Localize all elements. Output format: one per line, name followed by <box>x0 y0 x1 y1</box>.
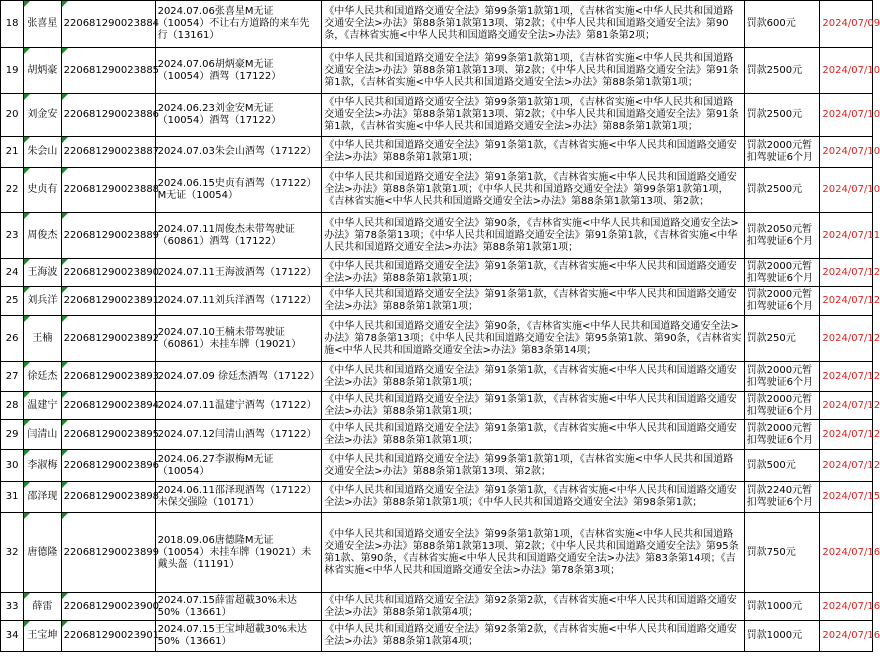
person-name-cell: 刘金安 <box>24 94 61 137</box>
legal-basis-cell: 《中华人民共和国道路交通安全法》第99条第1款第1项，《吉林省实施<中华人民共和国道路交通安全法>办法》第88条第1款第13项、第2款；《中华人民共和国道路交通安全法》第90条，《吉林省实施<中华人民共和国道路交通安全法>办法》第81条第2项； <box>322 1 744 48</box>
table-row <box>1 287 873 316</box>
penalty-cell: 罚款1000元 <box>744 621 820 652</box>
row-number-cell: 25 <box>1 287 24 316</box>
person-name-cell: 唐德隆 <box>24 513 61 593</box>
person-name-cell: 王宝坤 <box>24 621 61 652</box>
person-name-cell: 刘兵洋 <box>24 287 61 316</box>
legal-basis-cell: 《中华人民共和国道路交通安全法》第99条第1款第1项，《吉林省实施<中华人民共和国道路交通安全法>办法》第88条第1款第13项、第2款；《中华人民共和国道路交通安全法》第91条第1款，《吉林省实施<中华人民共和国道路交通安全法>办法》第88条第1款第1项； <box>322 94 744 137</box>
legal-basis-cell: 《中华人民共和国道路交通安全法》第91条第1款，《吉林省实施<中华人民共和国道路交通安全法>办法》第88条第1款第1项； <box>322 362 744 392</box>
decision-date-cell: 2024/07/12 <box>820 316 873 362</box>
violation-fact-cell: 2024.07.11王海波酒驾（17122） <box>155 259 322 287</box>
legal-basis-cell: 《中华人民共和国道路交通安全法》第91条第1款，《吉林省实施<中华人民共和国道路交通安全法>办法》第88条第1款第1项； <box>322 392 744 420</box>
table-row <box>1 137 873 168</box>
violation-fact-cell: 2024.07.11温建宁酒驾（17122） <box>155 392 322 420</box>
legal-basis-cell: 《中华人民共和国道路交通安全法》第91条第1款，《吉林省实施<中华人民共和国道路交通安全法>办法》第88条第1款第1项；《中华人民共和国道路交通安全法》第98条第1款； <box>322 482 744 513</box>
penalty-cell: 罚款2000元暂扣驾驶证6个月 <box>744 137 820 168</box>
decision-date-cell: 2024/07/16 <box>820 593 873 621</box>
legal-basis-cell: 《中华人民共和国道路交通安全法》第92条第2款，《吉林省实施<中华人民共和国道路交通安全法>办法》第88条第1款第4项； <box>322 621 744 652</box>
legal-basis-cell: 《中华人民共和国道路交通安全法》第99条第1款第1项，《吉林省实施<中华人民共和国道路交通安全法>办法》第88条第1款第13项、第2款；《中华人民共和国道路交通安全法》第91条第1款，《吉林省实施<中华人民共和国道路交通安全法>办法》第88条第1款第1项； <box>322 48 744 94</box>
penalty-cell: 罚款2050元暂扣驾驶证6个月 <box>744 213 820 259</box>
case-number-cell: 220681290023893 <box>61 362 155 392</box>
violation-fact-cell: 2024.07.11周俊杰未带驾驶证（60861）酒驾（17122） <box>155 213 322 259</box>
case-number-cell: 220681290023886 <box>61 94 155 137</box>
decision-date-cell: 2024/07/12 <box>820 450 873 482</box>
decision-date-cell: 2024/07/09 <box>820 1 873 48</box>
penalty-cell: 罚款2000元暂扣驾驶证6个月 <box>744 287 820 316</box>
decision-date-cell: 2024/07/10 <box>820 94 873 137</box>
case-number-cell: 220681290023892 <box>61 316 155 362</box>
row-number-cell: 23 <box>1 213 24 259</box>
case-number-cell: 220681290023885 <box>61 48 155 94</box>
violation-fact-cell: 2024.07.09 徐廷杰酒驾（17122） <box>155 362 322 392</box>
table-row <box>1 420 873 450</box>
row-number-cell: 26 <box>1 316 24 362</box>
row-number-cell: 32 <box>1 513 24 593</box>
decision-date-cell: 2024/07/12 <box>820 392 873 420</box>
person-name-cell: 徐廷杰 <box>24 362 61 392</box>
violation-fact-cell: 2024.06.11邵泽现酒驾（17122）未保交强险（10171） <box>155 482 322 513</box>
decision-date-cell: 2024/07/12 <box>820 259 873 287</box>
penalty-cell: 罚款1000元 <box>744 593 820 621</box>
case-number-cell: 220681290023890 <box>61 259 155 287</box>
table-row <box>1 362 873 392</box>
legal-basis-cell: 《中华人民共和国道路交通安全法》第91条第1款，《吉林省实施<中华人民共和国道路交通安全法>办法》第88条第1款第1项；《中华人民共和国道路交通安全法》第99条第1款第1项，《吉林省实施<中华人民共和国道路交通安全法>办法》第88条第1款第13项、第2款； <box>322 168 744 213</box>
table-row <box>1 48 873 94</box>
table-row <box>1 94 873 137</box>
legal-basis-cell: 《中华人民共和国道路交通安全法》第92条第2款，《吉林省实施<中华人民共和国道路交通安全法>办法》第88条第1款第4项； <box>322 593 744 621</box>
table-row <box>1 482 873 513</box>
violation-fact-cell: 2024.07.12闫清山酒驾（17122） <box>155 420 322 450</box>
decision-date-cell: 2024/07/16 <box>820 513 873 593</box>
table-row <box>1 513 873 593</box>
person-name-cell: 李淑梅 <box>24 450 61 482</box>
violation-fact-cell: 2024.07.06张喜星M无证（10054）不让右方道路的来车先行（13161） <box>155 1 322 48</box>
row-number-cell: 33 <box>1 593 24 621</box>
row-number-cell: 18 <box>1 1 24 48</box>
table-row <box>1 593 873 621</box>
person-name-cell: 朱会山 <box>24 137 61 168</box>
case-number-cell: 220681290023894 <box>61 392 155 420</box>
violation-fact-cell: 2018.09.06唐德隆M无证（10054）未挂车牌（19021）未戴头盔（11191） <box>155 513 322 593</box>
table-row <box>1 259 873 287</box>
case-number-cell: 220681290023899 <box>61 513 155 593</box>
person-name-cell: 周俊杰 <box>24 213 61 259</box>
case-number-cell: 220681290023896 <box>61 450 155 482</box>
table-row <box>1 168 873 213</box>
row-number-cell: 22 <box>1 168 24 213</box>
violation-fact-cell: 2024.07.06胡炳豪M无证（10054）酒驾（17122） <box>155 48 322 94</box>
penalty-cell: 罚款250元 <box>744 316 820 362</box>
row-number-cell: 28 <box>1 392 24 420</box>
case-number-cell: 220681290023891 <box>61 287 155 316</box>
violation-fact-cell: 2024.06.27李淑梅M无证（10054） <box>155 450 322 482</box>
person-name-cell: 邵泽现 <box>24 482 61 513</box>
case-number-cell: 220681290023900 <box>61 593 155 621</box>
person-name-cell: 闫清山 <box>24 420 61 450</box>
row-number-cell: 20 <box>1 94 24 137</box>
legal-basis-cell: 《中华人民共和国道路交通安全法》第99条第1款第1项，《吉林省实施<中华人民共和国道路交通安全法>办法》第88条第1款第13项、第2款； <box>322 450 744 482</box>
decision-date-cell: 2024/07/15 <box>820 482 873 513</box>
decision-date-cell: 2024/07/12 <box>820 420 873 450</box>
table-row <box>1 450 873 482</box>
violation-fact-cell: 2024.07.10王楠未带驾驶证（60861）未挂车牌（19021） <box>155 316 322 362</box>
case-number-cell: 220681290023888 <box>61 168 155 213</box>
table-row <box>1 316 873 362</box>
case-number-cell: 220681290023889 <box>61 213 155 259</box>
penalty-cell: 罚款750元 <box>744 513 820 593</box>
violation-fact-cell: 2024.07.15王宝坤超載30%未达50%（13661） <box>155 621 322 652</box>
table-row <box>1 621 873 652</box>
legal-basis-cell: 《中华人民共和国道路交通安全法》第91条第1款，《吉林省实施<中华人民共和国道路交通安全法>办法》第88条第1款第1项； <box>322 137 744 168</box>
legal-basis-cell: 《中华人民共和国道路交通安全法》第90条，《吉林省实施<中华人民共和国道路交通安全法>办法》第78条第13项；《中华人民共和国道路交通安全法》第91条第1款，《吉林省实施<中华人民共和国道路交通安全法>办法》第88条第1款第1项； <box>322 213 744 259</box>
violation-fact-cell: 2024.06.15史贞有酒驾（17122）M无证（10054） <box>155 168 322 213</box>
violation-fact-cell: 2024.06.23刘金安M无证（10054）酒驾（17122） <box>155 94 322 137</box>
person-name-cell: 张喜星 <box>24 1 61 48</box>
violation-fact-cell: 2024.07.03朱会山酒驾（17122） <box>155 137 322 168</box>
penalty-cell: 罚款2000元暂扣驾驶证6个月 <box>744 420 820 450</box>
table-row <box>1 1 873 48</box>
case-number-cell: 220681290023887 <box>61 137 155 168</box>
penalty-cell: 罚款600元 <box>744 1 820 48</box>
person-name-cell: 王海波 <box>24 259 61 287</box>
legal-basis-cell: 《中华人民共和国道路交通安全法》第91条第1款，《吉林省实施<中华人民共和国道路交通安全法>办法》第88条第1款第1项； <box>322 259 744 287</box>
decision-date-cell: 2024/07/10 <box>820 168 873 213</box>
penalty-cell: 罚款2500元 <box>744 94 820 137</box>
row-number-cell: 24 <box>1 259 24 287</box>
penalty-cell: 罚款500元 <box>744 450 820 482</box>
row-number-cell: 19 <box>1 48 24 94</box>
legal-basis-cell: 《中华人民共和国道路交通安全法》第91条第1款，《吉林省实施<中华人民共和国道路交通安全法>办法》第88条第1款第1项； <box>322 287 744 316</box>
penalty-cell: 罚款2500元 <box>744 48 820 94</box>
row-number-cell: 21 <box>1 137 24 168</box>
row-number-cell: 31 <box>1 482 24 513</box>
person-name-cell: 薛雷 <box>24 593 61 621</box>
table-body <box>1 1 880 652</box>
penalty-cell: 罚款2000元暂扣驾驶证6个月 <box>744 259 820 287</box>
case-number-cell: 220681290023898 <box>61 482 155 513</box>
person-name-cell: 温建宁 <box>24 392 61 420</box>
person-name-cell: 王楠 <box>24 316 61 362</box>
legal-basis-cell: 《中华人民共和国道路交通安全法》第99条第1款第1项，《吉林省实施<中华人民共和国道路交通安全法>办法》第88条第1款第13项、第2款；《中华人民共和国道路交通安全法》第95条第1款、第90条，《吉林省实施<中华人民共和国道路交通安全法>办法》第83条第14项；《吉林省实施<中华人民共和国道路交通安全法>办法》第78条第3项； <box>322 513 744 593</box>
decision-date-cell: 2024/07/12 <box>820 287 873 316</box>
decision-date-cell: 2024/07/10 <box>820 48 873 94</box>
penalty-cell: 罚款2240元暂扣驾驶证6个月 <box>744 482 820 513</box>
row-number-cell: 29 <box>1 420 24 450</box>
case-number-cell: 220681290023895 <box>61 420 155 450</box>
penalty-cell: 罚款2000元暂扣驾驶证6个月 <box>744 362 820 392</box>
table-row <box>1 213 873 259</box>
person-name-cell: 史贞有 <box>24 168 61 213</box>
row-number-cell: 27 <box>1 362 24 392</box>
table-row <box>1 392 873 420</box>
row-number-cell: 30 <box>1 450 24 482</box>
decision-date-cell: 2024/07/12 <box>820 362 873 392</box>
violation-fact-cell: 2024.07.15薛雷超載30%未达50%（13661） <box>155 593 322 621</box>
decision-date-cell: 2024/07/10 <box>820 137 873 168</box>
penalty-cell: 罚款2000元暂扣驾驶证6个月 <box>744 392 820 420</box>
legal-basis-cell: 《中华人民共和国道路交通安全法》第91条第1款，《吉林省实施<中华人民共和国道路交通安全法>办法》第88条第1款第1项； <box>322 420 744 450</box>
decision-date-cell: 2024/07/16 <box>820 621 873 652</box>
legal-basis-cell: 《中华人民共和国道路交通安全法》第90条，《吉林省实施<中华人民共和国道路交通安全法>办法》第78条第13项；《中华人民共和国道路交通安全法》第95条第1款、第90条，《吉林省实施<中华人民共和国道路交通安全法>办法》第83条第14项； <box>322 316 744 362</box>
row-number-cell: 34 <box>1 621 24 652</box>
decision-date-cell: 2024/07/11 <box>820 213 873 259</box>
violation-fact-cell: 2024.07.11刘兵洋酒驾（17122） <box>155 287 322 316</box>
case-number-cell: 220681290023901 <box>61 621 155 652</box>
penalty-cell: 罚款2500元 <box>744 168 820 213</box>
person-name-cell: 胡炳豪 <box>24 48 61 94</box>
case-number-cell: 220681290023884 <box>61 1 155 48</box>
